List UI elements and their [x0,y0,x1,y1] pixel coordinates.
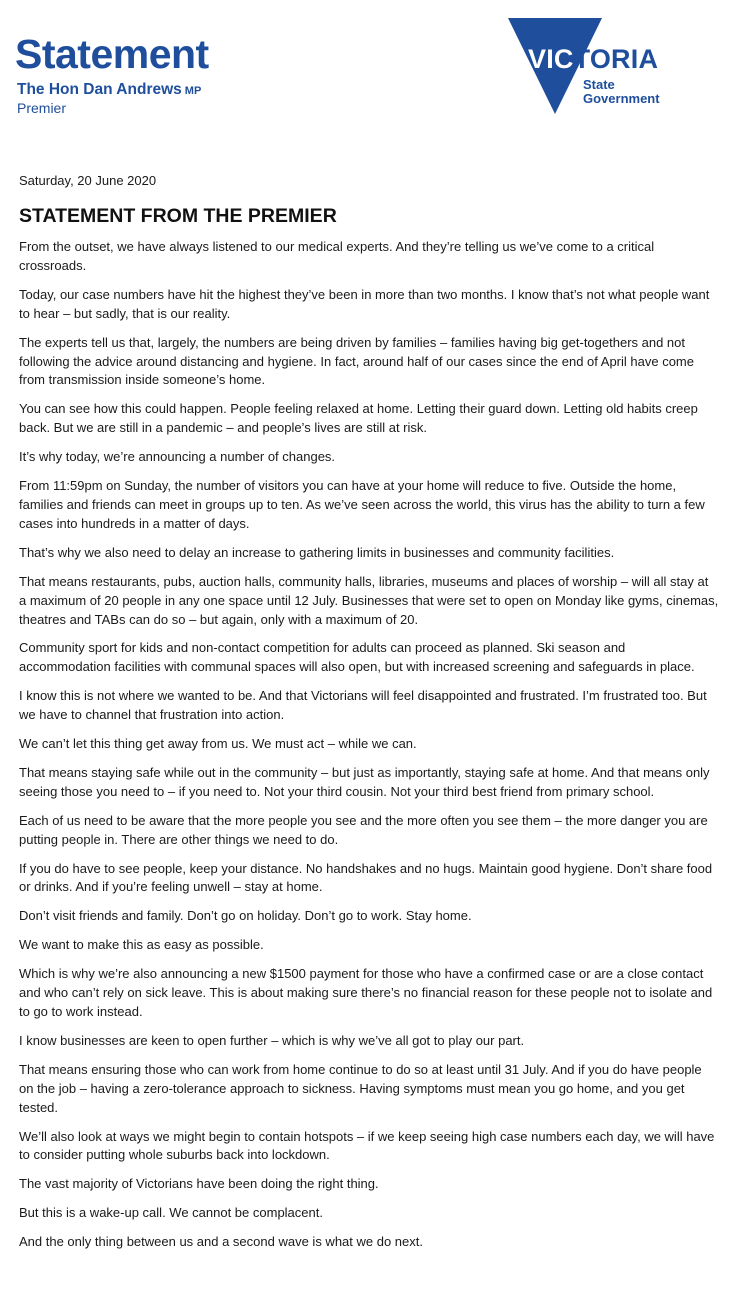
logo-letter: O [589,44,612,74]
paragraph: Don’t visit friends and family. Don’t go on holiday. Don’t go to work. Stay home. [19,908,472,924]
logo-wordmark [528,44,658,74]
paragraph: We want to make this as easy as possible. [19,937,264,953]
paragraph: If you do have to see people, keep your distance. No handshakes and no hugs. Maintain good hygiene. Don’t share food or drinks. And if you’re feeling unwell – stay at home. [19,860,713,895]
logo-letter: I [546,44,554,74]
logo-letter: C [553,44,574,74]
paragraph: I know businesses are keen to open further – which is why we’ve all got to play our part. [19,1032,525,1048]
paragraph: We can’t let this thing get away from us. We must act – while we can. [19,736,417,752]
paragraph: The experts tell us that, largely, the numbers are being driven by families – families having big get-togethers and not following the advice around distancing and hygiene. In fact, around half of our cases since the end of April have come from transmission inside someone’s home. [19,334,694,388]
letterhead [0,0,750,150]
paragraph: Each of us need to be aware that the more people you see and the more often you see them – the more danger you are putting people in. There are other things we need to do. [19,812,708,847]
paragraph: From 11:59pm on Sunday, the number of visitors you can have at your home will reduce to five. Outside the home, families and friends can meet in groups up to ten. As we’ve seen across the world, this virus has the ability to turn a few cases into hundreds in a matter of days. [19,478,705,531]
paragraph: Today, our case numbers have hit the highest they’ve been in more than two months. I know that’s not what people want to hear – but sadly, that is our reality. [19,286,710,321]
paragraph: And the only thing between us and a second wave is what we do next. [19,1234,423,1250]
premier-name-text: The Hon Dan Andrews [17,81,182,98]
paragraph: From the outset, we have always listened to our medical experts. And they’re telling us we’ve come to a critical crossroads. [19,239,655,273]
paragraph: We’ll also look at ways we might begin to contain hotspots – if we keep seeing high case numbers each day, we will have to consider putting whole suburbs back into lockdown. [19,1128,715,1163]
statement-heading: STATEMENT FROM THE PREMIER [19,205,337,227]
statement-title: Statement [15,31,209,77]
premier-name [17,81,201,100]
statement-body [19,168,719,1262]
paragraph: That means staying safe while out in the community – but just as importantly, staying safe at home. And that means only seeing those you need to – if you need to. Not your third cousin. Not your third best friend from primary school. [19,764,710,799]
logo-letter: A [638,44,659,74]
statement-date: Saturday, 20 June 2020 [19,173,157,188]
paragraph: That means restaurants, pubs, auction halls, community halls, libraries, museums and places of worship – will all stay at a maximum of 20 people in any one space until 12 July. Businesses that were set to open on Monday like gyms, cinemas, theatres and TABs can do so – but again, only with a maximum of 20. [19,573,719,627]
logo-subtitle-line2: Government [583,91,660,106]
paragraph: Community sport for kids and non-contact competition for adults can proceed as planned. Ski season and accommodation facilities with communal spaces will also open, but with increased screening and safeguards in place. [19,640,695,675]
logo-subtitle-line1: State [583,77,615,92]
logo-subtitle [583,78,660,106]
paragraph: You can see how this could happen. People feeling relaxed at home. Letting their guard down. Letting old habits creep back. But we are still in a pandemic – and people’s lives are still at risk. [19,401,698,436]
logo-letter: I [630,44,639,74]
premier-name-suffix: MP [184,85,202,97]
paragraph: That’s why we also need to delay an increase to gathering limits in businesses and community facilities. [19,544,615,560]
logo-letter: T [573,44,590,74]
paragraph: The vast majority of Victorians have been doing the right thing. [19,1176,379,1192]
paragraph: But this is a wake-up call. We cannot be complacent. [19,1205,323,1221]
paragraph: Which is why we’re also announcing a new $1500 payment for those who have a confirmed case or are a close contact and who can’t rely on sick leave. This is about making sure there’s no financial reason for these people not to isolate and to go to work instead. [19,966,713,1019]
premier-role: Premier [17,100,67,116]
paragraph: That means ensuring those who can work from home continue to do so at least until 31 July. And if you do have people on the job – having a zero-tolerance approach to sickness. Having symptoms must mean you go home, and you get tested. [19,1061,702,1115]
paragraph: I know this is not where we wanted to be. And that Victorians will feel disappointed and frustrated. I’m frustrated too. But we have to channel that frustration into action. [19,688,707,723]
paragraph: It’s why today, we’re announcing a number of changes. [19,449,336,465]
logo-letter: V [528,44,547,74]
logo-letter: R [611,44,631,74]
